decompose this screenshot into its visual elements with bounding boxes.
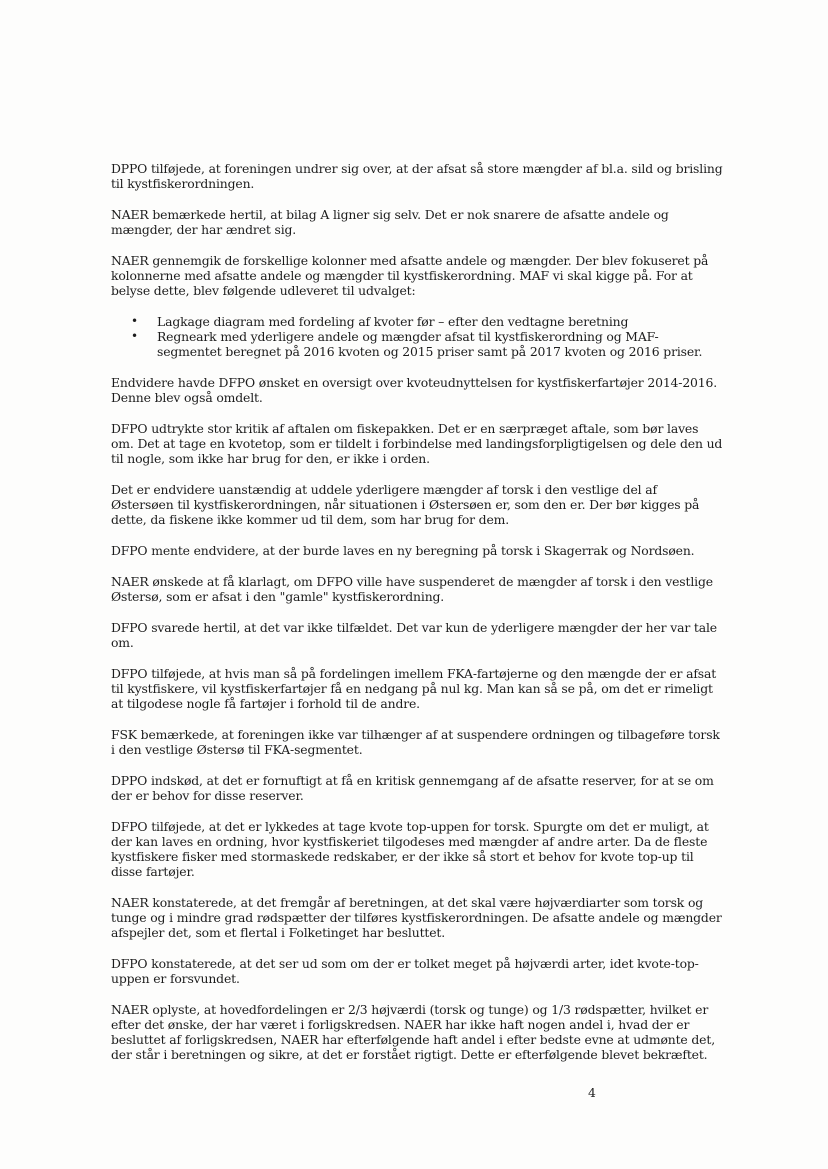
paragraph-7: DFPO mente endvidere, at der burde laves en ny beregning på torsk i Skagerrak og Nordsøen. — [111, 543, 695, 558]
paragraph-1: DPPO tilføjede, at foreningen undrer sig over, at der afsat så store mængder af bl.a. sild og brisling til kystfiskerordningen. — [111, 161, 723, 191]
paragraph-8: NAER ønskede at få klarlagt, om DFPO ville have suspenderet de mængder af torsk i den vestlige Østersø, som er afsat i den "gamle" kystfiskerordning. — [111, 574, 713, 604]
paragraph-10: DFPO tilføjede, at hvis man så på fordelingen imellem FKA-fartøjerne og den mængde der er afsat til kystfiskere, vil kystfiskerfartøjer få en nedgang på nul kg. Man kan så se på, om det er rimeligt at tilgodese nogle få fartøjer i forhold til de andre. — [111, 666, 717, 711]
list-item-text: Lagkage diagram med fordeling af kvoter før – efter den vedtagne beretning — [157, 314, 629, 329]
page-body — [111, 161, 723, 1078]
paragraph-14: NAER konstaterede, at det fremgår af beretningen, at det skal være højværdiarter som torsk og tunge og i mindre grad rødspætter der tilføres kystfiskerordningen. De afsatte andele og mængder afspejler det, som et flertal i Folketinget har besluttet. — [111, 895, 722, 940]
bullet-icon: • — [131, 329, 138, 343]
paragraph-5: DFPO udtrykte stor kritik af aftalen om fiskepakken. Det er en særpræget aftale, som bør laves om. Det at tage en kvotetop, som er tildelt i forbindelse med landingsforpligtigelsen og dele den ud til nogle, som ikke har brug for den, er ikke i orden. — [111, 421, 723, 466]
paragraph-15: DFPO konstaterede, at det ser ud som om der er tolket meget på højværdi arter, idet kvote-top-uppen er forsvundet. — [111, 956, 699, 986]
handout-list — [111, 314, 723, 359]
paragraph-16: NAER oplyste, at hovedfordelingen er 2/3 højværdi (torsk og tunge) og 1/3 rødspætter, hvilket er efter det ønske, der har været i forligskredsen. NAER har ikke haft nogen andel i, hvad der er besluttet af forligskredsen, NAER har efterfølgende haft andel i efter bedste evne at udmønte det, der står i beretningen og sikre, at det er forstået rigtigt. Dette er efterfølgende blevet bekræftet. — [111, 1002, 715, 1062]
page-number: 4 — [588, 1085, 596, 1100]
paragraph-13: DFPO tilføjede, at det er lykkedes at tage kvote top-uppen for torsk. Spurgte om det er muligt, at der kan laves en ordning, hvor kystfiskeriet tilgodeses med mængder af andre arter. Da de fleste kystfiskere fisker med stormaskede redskaber, er der ikke så stort et behov for kvote top-up til disse fartøjer. — [111, 819, 709, 879]
paragraph-2: NAER bemærkede hertil, at bilag A ligner sig selv. Det er nok snarere de afsatte andele og mængder, der har ændret sig. — [111, 207, 669, 237]
paragraph-3: NAER gennemgik de forskellige kolonner med afsatte andele og mængder. Der blev fokuseret på kolonnerne med afsatte andele og mængder til kystfiskerordning. MAF vi skal kigge på. For at belyse dette, blev følgende udleveret til udvalget: — [111, 253, 709, 298]
list-item-text: Regneark med yderligere andele og mængder afsat til kystfiskerordning og MAF-segmentet beregnet på 2016 kvoten og 2015 priser samt på 2017 kvoten og 2016 priser. — [157, 329, 703, 359]
list-item — [131, 314, 723, 329]
paragraph-4: Endvidere havde DFPO ønsket en oversigt over kvoteudnyttelsen for kystfiskerfartøjer 2014-2016. Denne blev også omdelt. — [111, 375, 718, 405]
paragraph-6: Det er endvidere uanstændig at uddele yderligere mængder af torsk i den vestlige del af Østersøen til kystfiskerordningen, når situationen i Østersøen er, som den er. Der bør kigges på dette, da fiskene ikke kommer ud til dem, som har brug for dem. — [111, 482, 700, 527]
paragraph-11: FSK bemærkede, at foreningen ikke var tilhænger af at suspendere ordningen og tilbageføre torsk i den vestlige Østersø til FKA-segmentet. — [111, 727, 720, 757]
list-item — [131, 329, 723, 359]
paragraph-12: DPPO indskød, at det er fornuftigt at få en kritisk gennemgang af de afsatte reserver, for at se om der er behov for disse reserver. — [111, 773, 714, 803]
paragraph-9: DFPO svarede hertil, at det var ikke tilfældet. Det var kun de yderligere mængder der her var tale om. — [111, 620, 717, 650]
bullet-icon: • — [131, 314, 138, 328]
